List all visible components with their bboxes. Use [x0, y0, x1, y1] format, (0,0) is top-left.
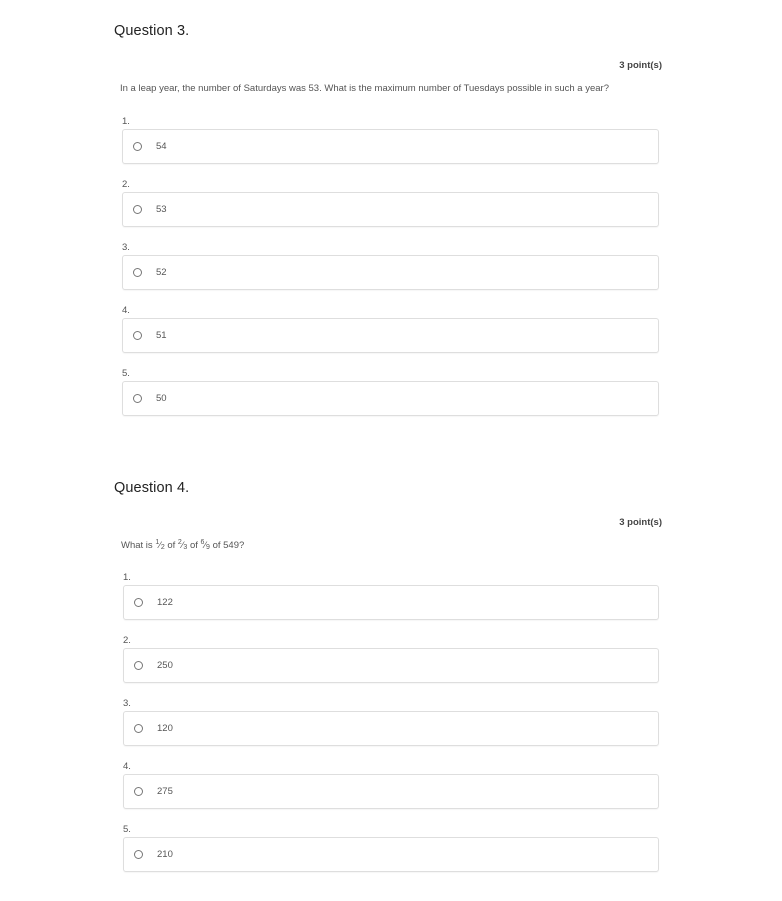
radio-button-icon[interactable]	[134, 787, 143, 796]
radio-button-icon[interactable]	[134, 598, 143, 607]
question-text-suffix: of 549?	[209, 540, 245, 551]
fraction-six-ninths: $^6⁄_9$	[200, 539, 210, 551]
radio-button-icon[interactable]	[133, 331, 142, 340]
radio-button-icon[interactable]	[133, 394, 142, 403]
answer-option[interactable]	[123, 774, 659, 809]
option-number: 2.	[122, 179, 130, 190]
question-points: 3 point(s)	[619, 517, 662, 528]
answer-option[interactable]	[122, 381, 659, 416]
answer-option[interactable]	[122, 192, 659, 227]
answer-option[interactable]	[123, 837, 659, 872]
question-text-of: of	[164, 540, 178, 551]
option-number: 4.	[122, 305, 130, 316]
option-label: 53	[156, 204, 167, 215]
radio-button-icon[interactable]	[134, 661, 143, 670]
question-text: In a leap year, the number of Saturdays was 53. What is the maximum number of Tuesdays possible in such a year?	[120, 83, 609, 94]
radio-button-icon[interactable]	[134, 850, 143, 859]
option-number: 5.	[122, 368, 130, 379]
option-label: 51	[156, 330, 167, 341]
answer-option[interactable]	[123, 648, 659, 683]
option-label: 210	[157, 849, 173, 860]
radio-button-icon[interactable]	[133, 268, 142, 277]
radio-button-icon[interactable]	[134, 724, 143, 733]
question-title: Question 3.	[114, 23, 190, 39]
fraction-two-thirds: $^2⁄_3$	[177, 539, 188, 551]
answer-option[interactable]	[122, 318, 659, 353]
option-number: 5.	[123, 824, 131, 835]
option-number: 3.	[123, 698, 131, 709]
answer-option[interactable]	[122, 255, 659, 290]
question-text-prefix: What is	[121, 540, 156, 551]
answer-option[interactable]	[122, 129, 659, 164]
fraction-one-half: $^1⁄_2$	[155, 539, 165, 551]
option-label: 50	[156, 393, 167, 404]
option-number: 1.	[123, 572, 131, 583]
option-number: 1.	[122, 116, 130, 127]
radio-button-icon[interactable]	[133, 142, 142, 151]
option-number: 3.	[122, 242, 130, 253]
option-label: 120	[157, 723, 173, 734]
radio-button-icon[interactable]	[133, 205, 142, 214]
question-points: 3 point(s)	[619, 60, 662, 71]
option-label: 54	[156, 141, 167, 152]
option-label: 275	[157, 786, 173, 797]
option-label: 122	[157, 597, 173, 608]
question-text	[121, 539, 244, 551]
option-number: 2.	[123, 635, 131, 646]
answer-option[interactable]	[123, 585, 659, 620]
option-label: 52	[156, 267, 167, 278]
option-number: 4.	[123, 761, 131, 772]
question-title: Question 4.	[114, 480, 190, 496]
answer-option[interactable]	[123, 711, 659, 746]
question-text-of: of	[187, 540, 201, 551]
option-label: 250	[157, 660, 173, 671]
